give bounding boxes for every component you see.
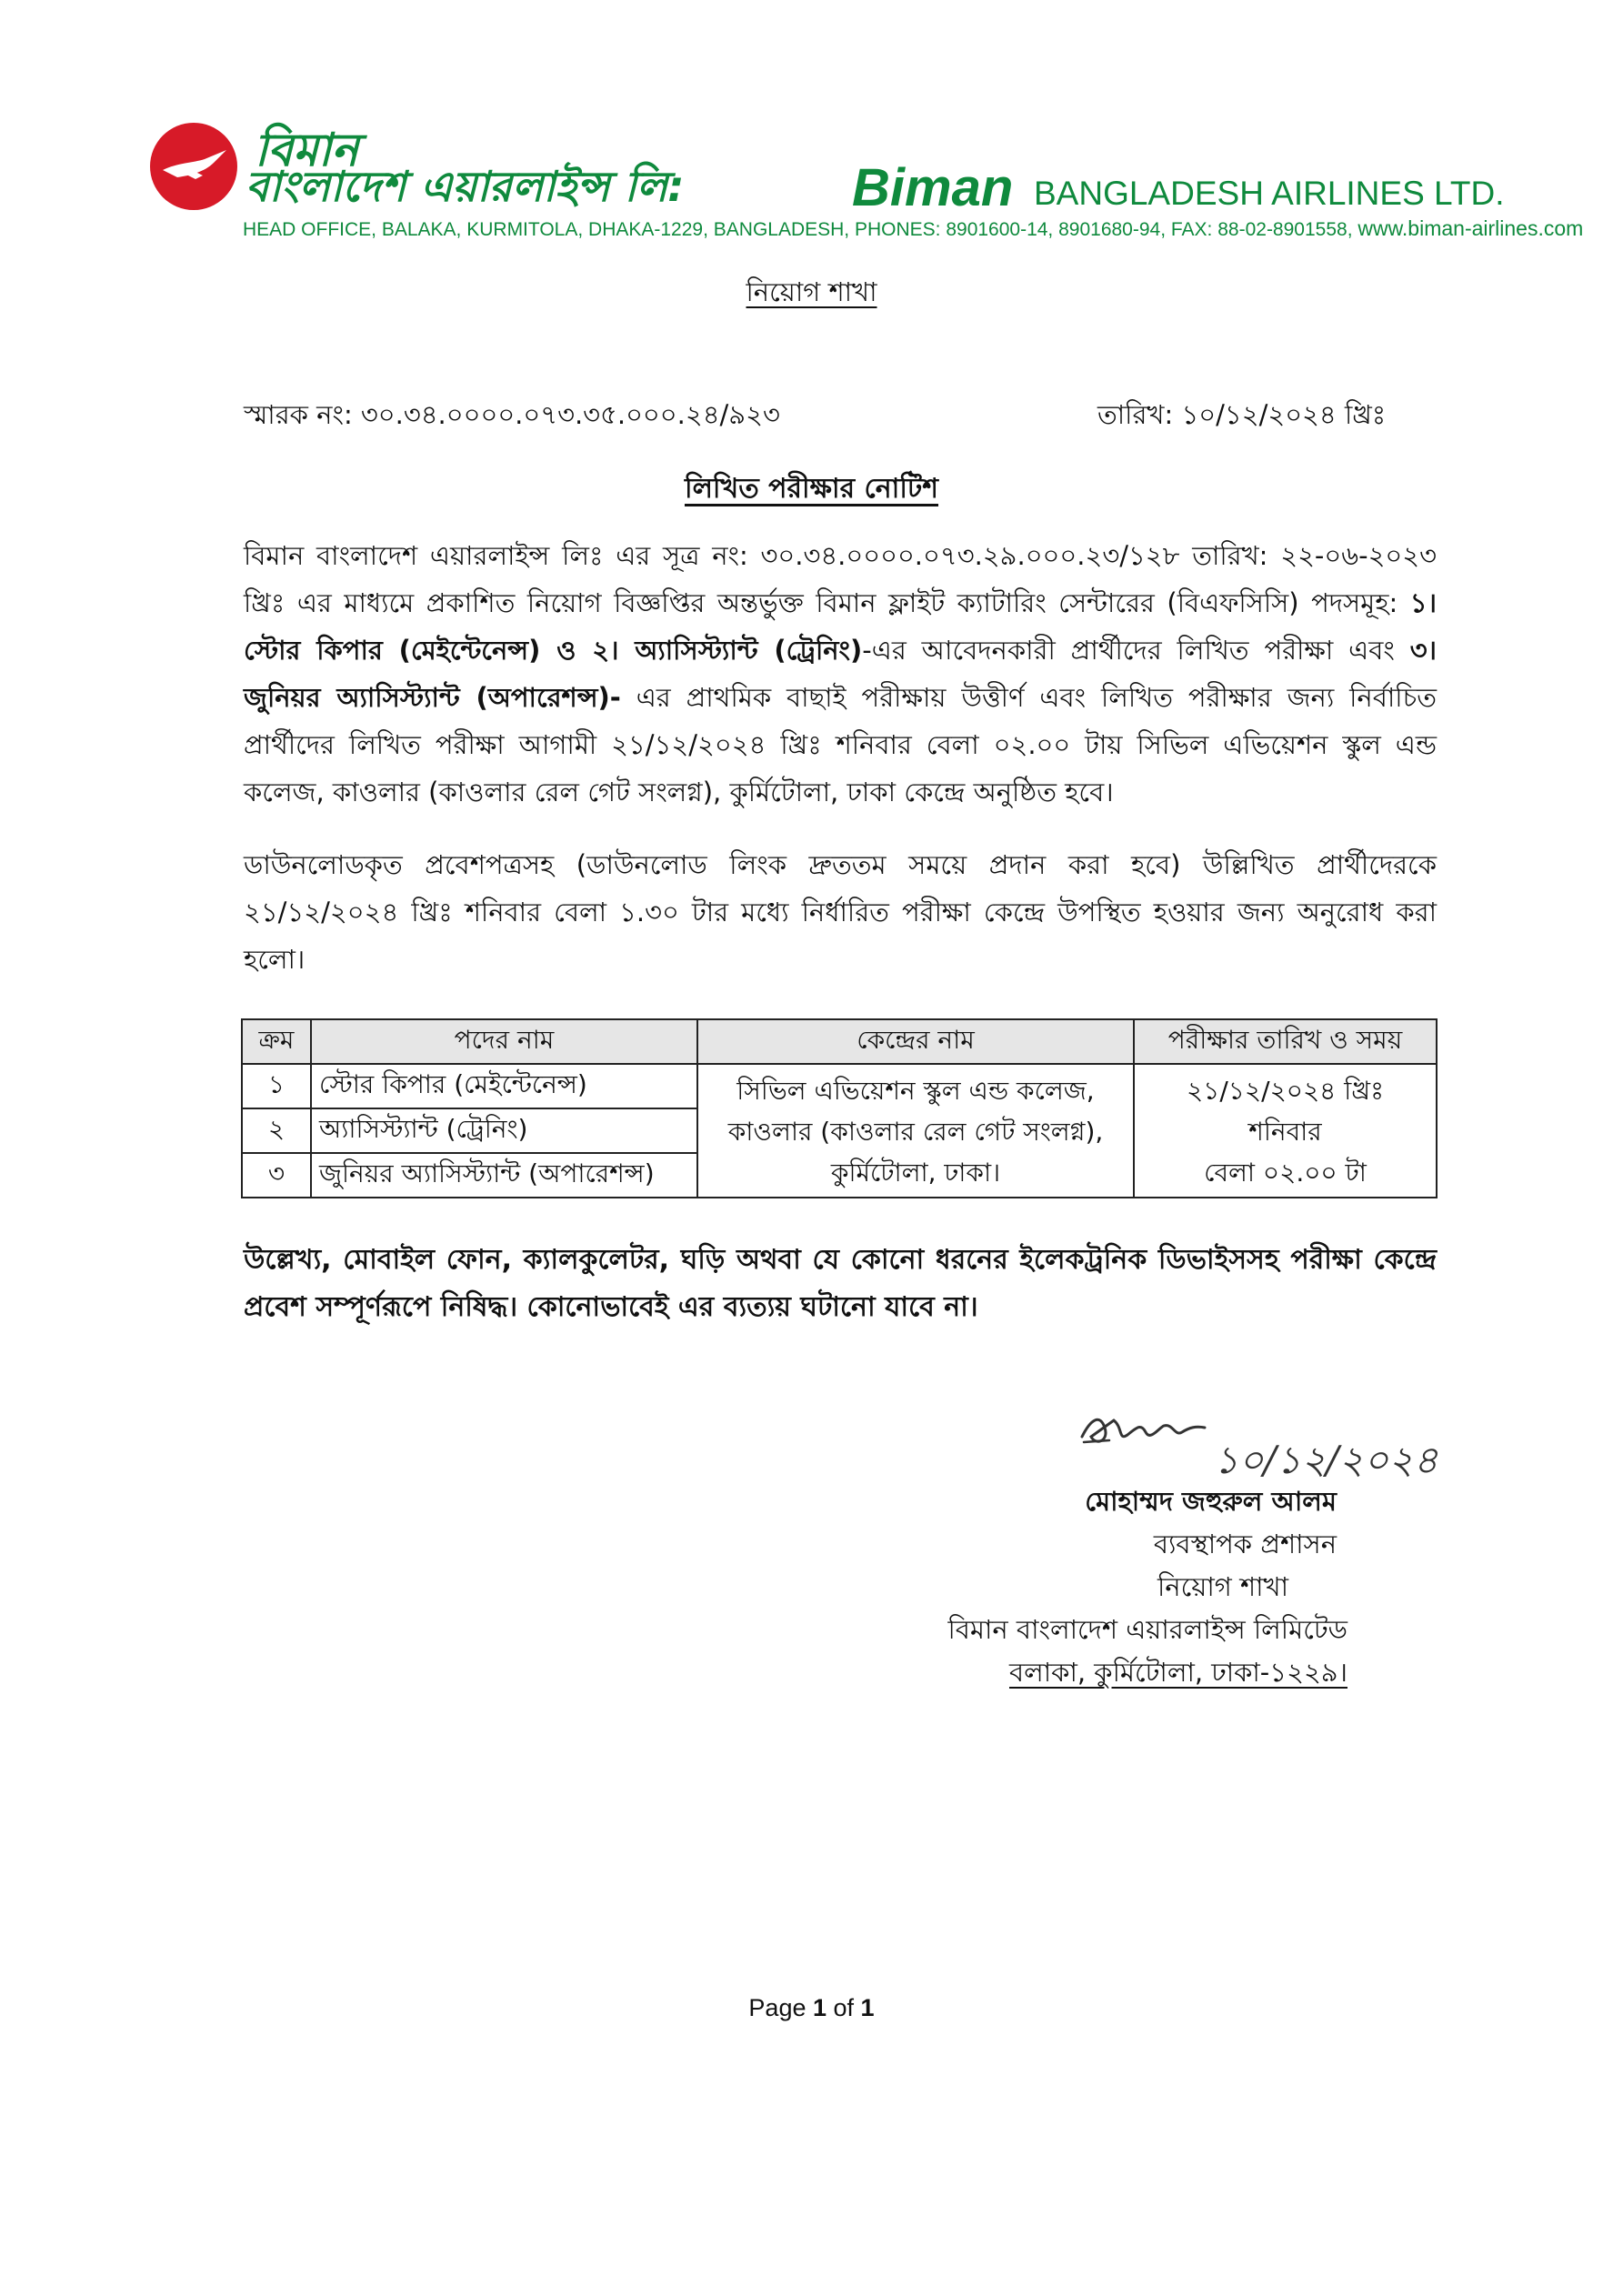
- datetime-line: শনিবার: [1248, 1117, 1322, 1147]
- department-heading: নিয়োগ শাখা: [746, 276, 877, 307]
- row-serial: ২: [242, 1108, 311, 1153]
- page-number: Page 1 of 1: [748, 1994, 875, 2021]
- signatory-address: বলাকা, কুর্মিটোলা, ঢাকা-১২২৯।: [1009, 1657, 1347, 1688]
- notice-title: লিখিত পরীক্ষার নোটিশ: [684, 473, 939, 505]
- brand-english-sub: BANGLADESH AIRLINES LTD.: [1034, 175, 1505, 212]
- row-post: স্টোর কিপার (মেইন্টেনেন্স): [311, 1064, 697, 1108]
- center-line: কাওলার (কাওলার রেল গেট সংলগ্ন),: [727, 1117, 1104, 1147]
- row-serial: ৩: [242, 1153, 311, 1198]
- exam-center-cell: [697, 1064, 1134, 1198]
- table-row: [242, 1064, 1437, 1108]
- table-header-row: [242, 1019, 1437, 1064]
- website-link: www.biman-airlines.com: [1358, 216, 1584, 240]
- signatory-designation: ব্যবস্থাপক প্রশাসন: [1153, 1529, 1337, 1559]
- device-warning: উল্লেখ্য, মোবাইল ফোন, ক্যালকুলেটর, ঘড়ি অথবা যে কোনো ধরনের ইলেকট্রনিক ডিভাইসসহ পরীক্ষা কেন্দ্রে প্রবেশ সম্পূর্ণরূপে নিষিদ্ধ। কোনোভাবেই এর ব্যত্যয় ঘটানো যাবে না।: [244, 1244, 1437, 1323]
- col-header-datetime: পরীক্ষার তারিখ ও সময়: [1134, 1019, 1437, 1064]
- center-line: কুর্মিটোলা, ঢাকা।: [830, 1158, 1001, 1188]
- paragraph-exam-details: বিমান বাংলাদেশ এয়ারলাইন্স লিঃ এর সূত্র নং: ৩০.৩৪.০০০০.০৭৩.২৯.০০০.২৩/১২৮ তারিখ: ২২-০৬-২০২৩ খ্রিঃ এর মাধ্যমে প্রকাশিত নিয়োগ বিজ্ঞপ্তির অন্তর্ভুক্ত বিমান ফ্লাইট ক্যাটারিং সেন্টারের (বিএফসিসি) পদসমূহ: ১। স্টোর কিপার (মেইন্টেনেন্স) ও ২। অ্যাসিস্ট্যান্ট (ট্রেনিং)-এর আবেদনকারী প্রার্থীদের লিখিত পরীক্ষা এবং ৩। জুনিয়র অ্যাসিস্ট্যান্ট (অপারেশন্স)- এর প্রাথমিক বাছাই পরীক্ষায় উত্তীর্ণ এবং লিখিত পরীক্ষার জন্য নির্বাচিত প্রার্থীদের লিখিত পরীক্ষা আগামী ২১/১২/২০২৪ খ্রিঃ শনিবার বেলা ০২.০০ টায় সিভিল এভিয়েশন স্কুল এন্ড কলেজ, কাওলার (কাওলার রেল গেট সংলগ্ন), কুর্মিটোলা, ঢাকা কেন্দ্রে অনুষ্ঠিত হবে।: [244, 540, 1437, 807]
- exam-schedule-table: [241, 1018, 1438, 1198]
- datetime-line: ২১/১২/২০২৪ খ্রিঃ: [1186, 1076, 1385, 1106]
- col-header-post: পদের নাম: [311, 1019, 697, 1064]
- datetime-line: বেলা ০২.০০ টা: [1204, 1158, 1367, 1188]
- airline-logo: [150, 123, 237, 210]
- letterhead-contact: [243, 216, 1583, 241]
- notice-date: তারিখ: ১০/১২/২০২৪ খ্রিঃ: [1097, 399, 1387, 430]
- col-header-center: কেন্দ্রের নাম: [697, 1019, 1134, 1064]
- signatory-name: মোহাম্মদ জহুরুল আলম: [1085, 1486, 1337, 1517]
- brand-bengali-line1: বিমান: [255, 124, 359, 176]
- handwritten-date: ১০/১২/২০২৪: [1214, 1438, 1438, 1482]
- handwritten-signature: [1073, 1400, 1227, 1468]
- center-line: সিভিল এভিয়েশন স্কুল এন্ড কলেজ,: [736, 1076, 1095, 1106]
- brand-english-main: Biman: [852, 158, 1014, 217]
- crane-icon: [150, 123, 237, 210]
- paragraph-admit-card: ডাউনলোডকৃত প্রবেশপত্রসহ (ডাউনলোড লিংক দ্রুততম সময়ে প্রদান করা হবে) উল্লিখিত প্রার্থীদেরকে ২১/১২/২০২৪ খ্রিঃ শনিবার বেলা ১.৩০ টার মধ্যে নির্ধারিত পরীক্ষা কেন্দ্রে উপস্থিত হওয়ার জন্য অনুরোধ করা হলো।: [244, 849, 1437, 975]
- signatory-department: নিয়োগ শাখা: [1157, 1571, 1288, 1602]
- col-header-serial: ক্রম: [242, 1019, 311, 1064]
- signatory-company: বিমান বাংলাদেশ এয়ারলাইন্স লিমিটেড: [947, 1614, 1347, 1645]
- row-post: অ্যাসিস্ট্যান্ট (ট্রেনিং): [311, 1108, 697, 1153]
- row-serial: ১: [242, 1064, 311, 1108]
- brand-bengali-line2: বাংলাদেশ এয়ারলাইন্স লি:: [245, 162, 685, 211]
- exam-datetime-cell: [1134, 1064, 1437, 1198]
- contact-address: HEAD OFFICE, BALAKA, KURMITOLA, DHAKA-1229, BANGLADESH, PHONES: 8901600-14, 8901680-94, FAX: 88-02-8901558,: [243, 219, 1358, 240]
- memo-number: স্মারক নং: ৩০.৩৪.০০০০.০৭৩.৩৫.০০০.২৪/৯২৩: [244, 399, 780, 430]
- row-post: জুনিয়র অ্যাসিস্ট্যান্ট (অপারেশন্স): [311, 1153, 697, 1198]
- signatory-block: [946, 1480, 1400, 1694]
